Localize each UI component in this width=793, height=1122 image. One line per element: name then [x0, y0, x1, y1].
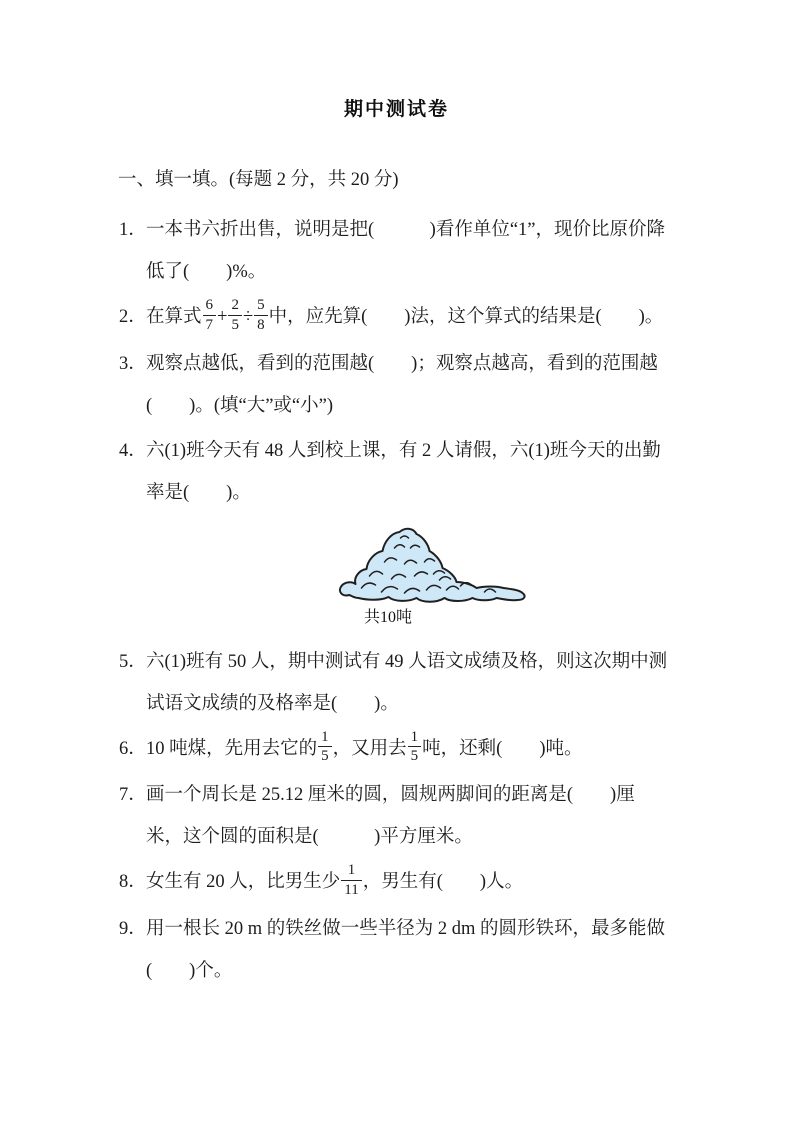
fraction-denominator: 8 [257, 316, 265, 333]
question-text: + [217, 307, 228, 327]
question-text: 。 [232, 482, 251, 503]
fraction-denominator: 11 [344, 881, 359, 898]
figure-caption: 共10吨 [364, 608, 413, 626]
question-text: 人。 [486, 872, 524, 892]
question-text: 观察点越低，看到的范围越 [146, 353, 369, 374]
question-text: 用一根长 20 m 的铁丝做一些半径为 2 dm 的圆形铁环，最多能做 [146, 918, 666, 939]
question [119, 296, 671, 340]
question-text: 看作单位“1”，现价比原价降低了 [146, 220, 666, 282]
answer-blank: ( ) [496, 738, 546, 759]
fraction-numerator: 2 [228, 296, 242, 316]
fraction [228, 296, 242, 335]
coal-pile-figure [336, 524, 532, 629]
fraction-denominator: 5 [231, 316, 239, 333]
question-text: ，男生有 [362, 872, 437, 892]
question-text: 中，应先算 [268, 307, 362, 327]
fraction-denominator: 5 [321, 748, 329, 765]
question-text: 。 [644, 307, 664, 327]
question-number: 4． [119, 440, 147, 461]
question [119, 728, 671, 772]
answer-blank: ( ) [146, 960, 196, 981]
answer-blank: ( ) [312, 827, 381, 847]
question-text: 个。 [195, 960, 233, 981]
question-list [119, 209, 671, 992]
fraction-numerator: 1 [341, 861, 361, 881]
fraction-numerator: 1 [318, 728, 332, 748]
question-text: 女生有 20 人，比男生少 [146, 872, 341, 892]
question-text: 吨，还剩 [422, 738, 497, 759]
question-number: 5． [119, 651, 147, 672]
question-text: 。(填“大”或“小”) [195, 395, 333, 416]
fraction [254, 296, 268, 335]
question-text: 10 吨煤，先用去它的 [146, 738, 318, 759]
page-title: 期中测试卷 [343, 99, 449, 120]
answer-blank: ( ) [331, 693, 381, 714]
fraction [341, 861, 361, 900]
question [119, 641, 671, 725]
question-text: ；观察点越高，看到的范围越 [417, 353, 658, 374]
fraction-numerator: 5 [254, 296, 268, 316]
question-text: 一本书六折出售，说明是把 [146, 220, 369, 240]
fraction-numerator: 1 [408, 728, 422, 748]
fraction-denominator: 5 [410, 748, 419, 765]
fraction [408, 728, 422, 767]
question-text: 平方厘米。 [380, 827, 473, 847]
question-number: 8． [119, 872, 147, 892]
answer-blank: ( ) [436, 872, 487, 892]
section-heading: 一、填一填。(每题 2 分，共 20 分) [118, 170, 399, 190]
fraction [318, 728, 332, 767]
question-text: 六(1)班今天有 48 人到校上课，有 2 人请假，六(1)班今天的出勤率是 [146, 440, 661, 503]
answer-blank: ( ) [146, 395, 196, 416]
fraction-numerator: 6 [203, 296, 217, 316]
question-number: 3． [119, 353, 147, 374]
answer-blank: ( ) [183, 482, 233, 503]
question-text: %。 [232, 262, 267, 282]
question-text: 。 [380, 693, 399, 714]
question-text: ，又用去 [332, 738, 407, 759]
answer-blank: ( ) [595, 307, 645, 327]
question [119, 343, 671, 427]
question-number: 2． [119, 307, 147, 327]
question-number: 7． [119, 785, 147, 805]
question-text: ÷ [242, 307, 254, 327]
answer-blank: ( ) [361, 307, 411, 327]
question-text: 吨。 [545, 738, 583, 759]
question [119, 908, 671, 992]
question [119, 430, 671, 514]
answer-blank: ( ) [183, 262, 233, 282]
question-text: 在算式 [146, 307, 202, 327]
coal-pile-shape [340, 528, 525, 601]
answer-blank: ( ) [368, 353, 418, 374]
question [119, 861, 671, 905]
question [119, 209, 671, 293]
answer-blank: ( ) [566, 785, 617, 805]
question-number: 9． [119, 918, 147, 939]
question [119, 774, 671, 858]
question-text: 六(1)班有 50 人，期中测试有 49 人语文成绩及格，则这次期中测试语文成绩的及格率是 [146, 651, 668, 714]
answer-blank: ( ) [368, 220, 436, 240]
fraction [203, 296, 217, 335]
question-number: 1． [119, 220, 147, 240]
fraction-denominator: 7 [205, 316, 214, 333]
question-text: 厘米，这个圆的面积是 [146, 785, 635, 847]
question-number: 6． [119, 738, 147, 759]
coal-pile-illustration [336, 524, 532, 606]
question-text: 法，这个算式的结果是 [410, 307, 596, 327]
question-text: 画一个周长是 25.12 厘米的圆，圆规两脚间的距离是 [146, 785, 567, 805]
